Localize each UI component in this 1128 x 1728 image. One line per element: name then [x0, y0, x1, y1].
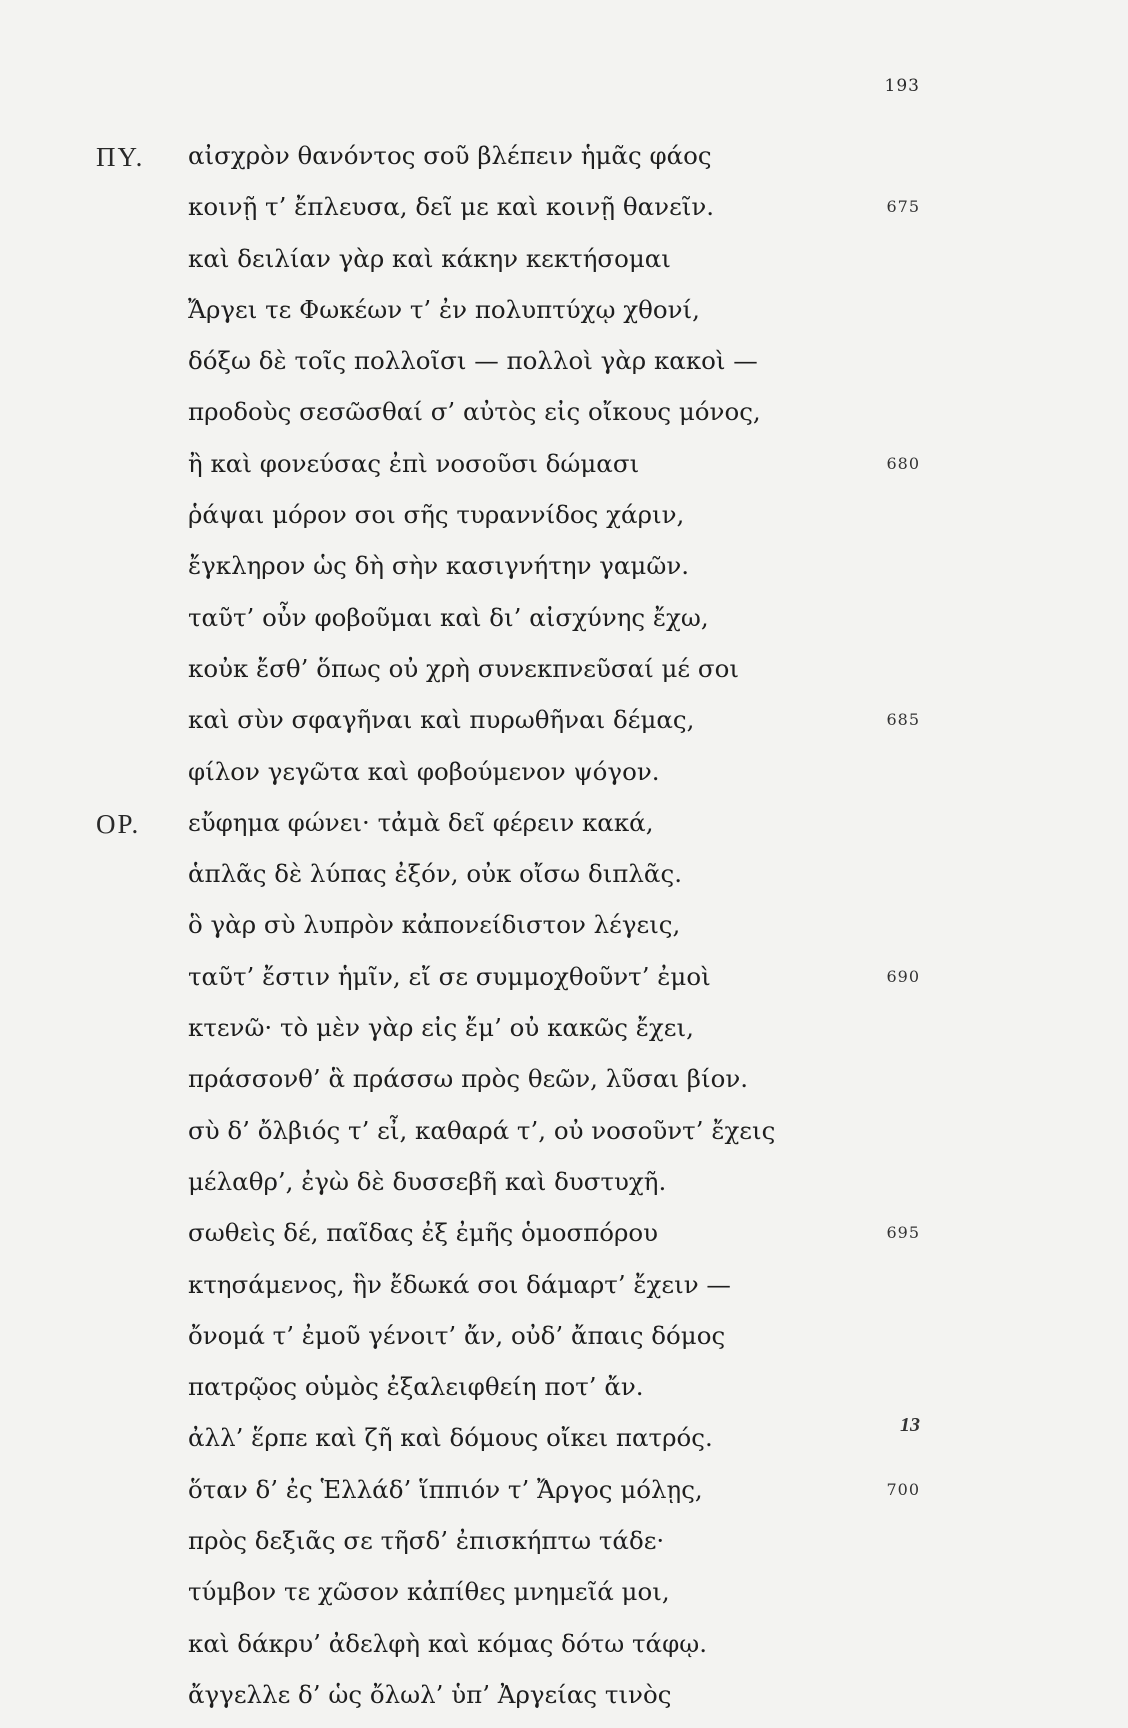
verse-line — [0, 1369, 1128, 1420]
verse-line — [0, 138, 1128, 189]
verse-text-line: σωθεὶς δέ, παῖδας ἐξ ἐμῆς ὁμοσπόρου — [188, 1218, 659, 1248]
verse-line — [0, 548, 1128, 599]
verse-line — [0, 856, 1128, 907]
verse-line — [0, 1677, 1128, 1728]
verse-text-line: τύμβον τε χῶσον κἀπίθες μνημεῖά μοι, — [188, 1577, 670, 1607]
verse-line — [0, 1318, 1128, 1369]
verse-line — [0, 959, 1128, 1010]
verse-text-line: αἰσχρὸν θανόντος σοῦ βλέπειν ἡμᾶς φάος — [188, 141, 712, 170]
verse-text-line: ταῦτ’ οὖν φοβοῦμαι καὶ δι’ αἰσχύνης ἔχω, — [188, 602, 709, 632]
verse-line — [0, 1420, 1128, 1471]
verse-text-line: σὺ δ’ ὄλβιός τ’ εἶ, καθαρά τ’, οὐ νοσοῦντ’ ἔχεις — [188, 1115, 776, 1145]
verse-line — [0, 1574, 1128, 1625]
verse-text-line: ἔγκληρον ὡς δὴ σὴν κασιγνήτην γαμῶν. — [188, 551, 690, 581]
verse-text-line: κτενῶ· τὸ μὲν γὰρ εἰς ἔμ’ οὐ κακῶς ἔχει, — [188, 1013, 694, 1043]
verse-text-line: πατρῷος οὑμὸς ἐξαλειφθείη ποτ’ ἄν. — [188, 1372, 644, 1402]
verse-text-line: φίλον γεγῶτα καὶ φοβούμενον ψόγον. — [188, 756, 660, 786]
verse-line — [0, 1113, 1128, 1164]
verse-text — [0, 138, 1128, 1728]
verse-text-line: κοινῇ τ’ ἔπλευσα, δεῖ με καὶ κοινῇ θανεῖν. — [188, 192, 715, 222]
verse-line — [0, 343, 1128, 394]
verse-line — [0, 1215, 1128, 1266]
line-number: 700 — [886, 1479, 920, 1499]
verse-text-line: προδοὺς σεσῶσθαί σ’ αὐτὸς εἰς οἴκους μόνος, — [188, 397, 761, 427]
verse-line — [0, 1267, 1128, 1318]
signature-mark: 13 — [900, 1414, 920, 1436]
verse-text-line: κτησάμενος, ἣν ἔδωκά σοι δάμαρτ’ ἔχειν — — [188, 1269, 731, 1299]
verse-line — [0, 805, 1128, 856]
speaker-label: ΟΡ. — [96, 808, 141, 839]
verse-line — [0, 1010, 1128, 1061]
verse-text-line: ἀλλ’ ἕρπε καὶ ζῆ καὶ δόμους οἴκει πατρός. — [188, 1423, 713, 1453]
verse-text-line: ὄνομά τ’ ἐμοῦ γένοιτ’ ἄν, οὐδ’ ἄπαις δόμος — [188, 1320, 726, 1350]
verse-line — [0, 1626, 1128, 1677]
verse-text-line: καὶ δάκρυ’ ἀδελφὴ καὶ κόμας δότω τάφῳ. — [188, 1628, 707, 1658]
verse-text-line: ἢ καὶ φονεύσας ἐπὶ νοσοῦσι δώμασι — [188, 448, 640, 478]
verse-line — [0, 1164, 1128, 1215]
verse-line — [0, 497, 1128, 548]
verse-line — [0, 1523, 1128, 1574]
verse-text-line: Ἄργει τε Φωκέων τ’ ἐν πολυπτύχῳ χθονί, — [188, 294, 700, 324]
verse-line — [0, 1061, 1128, 1112]
verse-line — [0, 292, 1128, 343]
verse-line — [0, 446, 1128, 497]
verse-text-line: καὶ δειλίαν γὰρ καὶ κάκην κεκτήσομαι — [188, 243, 671, 273]
verse-text-line: εὔφημα φώνει· τἀμὰ δεῖ φέρειν κακά, — [188, 807, 654, 837]
verse-text-line: ἁπλᾶς δὲ λύπας ἐξόν, οὐκ οἴσω διπλᾶς. — [188, 859, 682, 889]
line-number: 675 — [886, 197, 920, 217]
verse-line — [0, 651, 1128, 702]
verse-line — [0, 702, 1128, 753]
verse-text-line: ῥάψαι μόρον σοι σῆς τυραννίδος χάριν, — [188, 500, 685, 530]
line-number: 690 — [886, 966, 920, 986]
verse-text-line: δόξω δὲ τοῖς πολλοῖσι — πολλοὶ γὰρ κακοὶ — — [188, 346, 758, 376]
verse-text-line: πράσσονθ’ ἃ πράσσω πρὸς θεῶν, λῦσαι βίον. — [188, 1064, 749, 1094]
line-number: 685 — [886, 710, 920, 730]
verse-text-line: ἄγγελλε δ’ ὡς ὄλωλ’ ὑπ’ Ἀργείας τινὸς — [188, 1679, 672, 1709]
verse-text-line: ταῦτ’ ἔστιν ἡμῖν, εἴ σε συμμοχθοῦντ’ ἐμοὶ — [188, 961, 711, 991]
page-number: 193 — [884, 76, 920, 96]
verse-text-line: πρὸς δεξιᾶς σε τῆσδ’ ἐπισκήπτω τάδε· — [188, 1526, 665, 1556]
verse-text-line: μέλαθρ’, ἐγὼ δὲ δυσσεβῆ καὶ δυστυχῆ. — [188, 1166, 667, 1196]
verse-text-line: ὃ γὰρ σὺ λυπρὸν κἀπονείδιστον λέγεις, — [188, 910, 681, 940]
verse-text-line: καὶ σὺν σφαγῆναι καὶ πυρωθῆναι δέμας, — [188, 705, 695, 735]
verse-text-line: κοὐκ ἔσθ’ ὅπως οὐ χρὴ συνεκπνεῦσαί μέ σοι — [188, 653, 739, 683]
verse-line — [0, 241, 1128, 292]
line-number: 680 — [886, 453, 920, 473]
line-number: 695 — [886, 1223, 920, 1243]
verse-line — [0, 754, 1128, 805]
verse-line — [0, 600, 1128, 651]
verse-text-line: ὅταν δ’ ἐς Ἑλλάδ’ ἵππιόν τ’ Ἄργος μόλῃς, — [188, 1474, 703, 1504]
speaker-label: ΠΥ. — [96, 142, 145, 172]
verse-line — [0, 907, 1128, 958]
verse-line — [0, 1472, 1128, 1523]
verse-line — [0, 394, 1128, 445]
verse-line — [0, 189, 1128, 240]
